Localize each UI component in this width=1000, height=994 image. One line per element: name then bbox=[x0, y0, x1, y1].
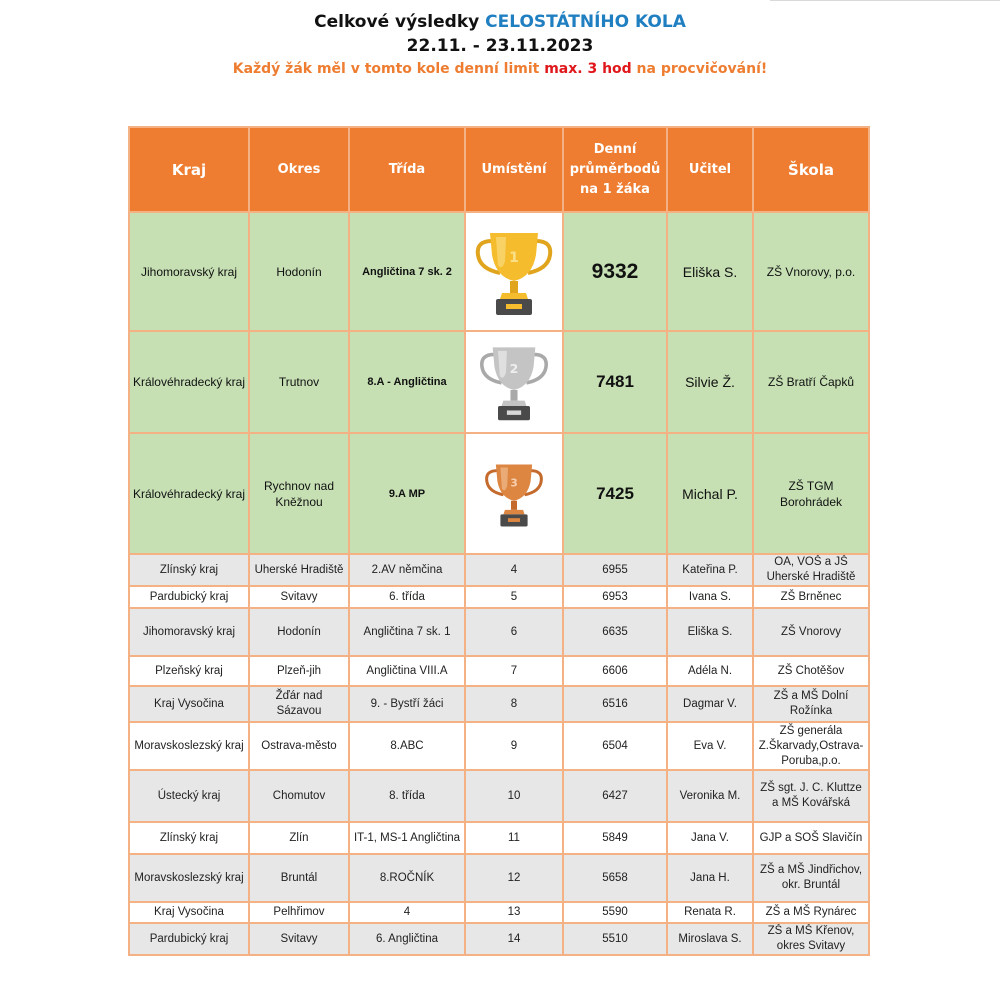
cell-okres: Pelhřimov bbox=[249, 902, 349, 923]
header-skola: Škola bbox=[753, 127, 869, 212]
cell-umisteni bbox=[465, 433, 563, 554]
cell-umisteni: 6 bbox=[465, 608, 563, 656]
cell-trida: 8.ABC bbox=[349, 722, 465, 770]
cell-umisteni: 10 bbox=[465, 770, 563, 822]
table-row bbox=[129, 554, 869, 586]
cell-trida: 8.ROČNÍK bbox=[349, 854, 465, 902]
cell-ucitel: Ivana S. bbox=[667, 586, 753, 608]
gold-trophy-icon bbox=[472, 227, 556, 317]
cell-kraj: Plzeňský kraj bbox=[129, 656, 249, 686]
cell-ucitel: Eliška S. bbox=[667, 608, 753, 656]
cell-points: 5849 bbox=[563, 822, 667, 854]
cell-kraj: Královéhradecký kraj bbox=[129, 433, 249, 554]
cell-umisteni: 5 bbox=[465, 586, 563, 608]
header-na-zaka: na 1 žáka bbox=[580, 181, 650, 197]
cell-trida: 6. Angličtina bbox=[349, 923, 465, 955]
note-prefix: Každý žák měl v tomto kole denní limit bbox=[232, 61, 545, 77]
table-row bbox=[129, 770, 869, 822]
table-row bbox=[129, 656, 869, 686]
table-row bbox=[129, 722, 869, 770]
cell-skola: ZŠ Chotěšov bbox=[753, 656, 869, 686]
header-denni-prumer bbox=[563, 127, 667, 212]
cell-points: 6516 bbox=[563, 686, 667, 722]
table-row bbox=[129, 686, 869, 722]
cell-skola: ZŠ Vnorovy bbox=[753, 608, 869, 656]
page-header bbox=[0, 10, 1000, 80]
cell-kraj: Pardubický kraj bbox=[129, 586, 249, 608]
cell-kraj: Královéhradecký kraj bbox=[129, 331, 249, 433]
cell-ucitel: Adéla N. bbox=[667, 656, 753, 686]
top-divider bbox=[770, 0, 1000, 1]
cell-skola: ZŠ a MŠ Dolní Rožínka bbox=[753, 686, 869, 722]
header-umisteni: Umístění bbox=[465, 127, 563, 212]
cell-ucitel: Renata R. bbox=[667, 902, 753, 923]
cell-kraj: Zlínský kraj bbox=[129, 822, 249, 854]
cell-skola: ZŠ a MŠ Rynárec bbox=[753, 902, 869, 923]
table-row-podium-3 bbox=[129, 433, 869, 554]
cell-skola: ZŠ generála Z.Škarvady,Ostrava-Poruba,p.o. bbox=[753, 722, 869, 770]
cell-trida: 2.AV němčina bbox=[349, 554, 465, 586]
cell-ucitel: Veronika M. bbox=[667, 770, 753, 822]
cell-points: 5510 bbox=[563, 923, 667, 955]
cell-umisteni: 12 bbox=[465, 854, 563, 902]
table-row-podium-2 bbox=[129, 331, 869, 433]
cell-skola: OA, VOŠ a JŠ Uherské Hradiště bbox=[753, 554, 869, 586]
cell-points: 5590 bbox=[563, 902, 667, 923]
cell-ucitel: Dagmar V. bbox=[667, 686, 753, 722]
header-okres: Okres bbox=[249, 127, 349, 212]
cell-trida: 9. - Bystří žáci bbox=[349, 686, 465, 722]
place-number: 3 bbox=[510, 476, 518, 489]
cell-okres: Svitavy bbox=[249, 586, 349, 608]
cell-ucitel: Jana V. bbox=[667, 822, 753, 854]
cell-points: 7425 bbox=[563, 433, 667, 554]
cell-skola: ZŠ TGM Borohrádek bbox=[753, 433, 869, 554]
cell-points: 6606 bbox=[563, 656, 667, 686]
cell-kraj: Moravskoslezský kraj bbox=[129, 722, 249, 770]
cell-umisteni bbox=[465, 212, 563, 331]
cell-trida: Angličtina 7 sk. 2 bbox=[349, 212, 465, 331]
note-highlight: max. 3 hod bbox=[544, 61, 632, 77]
table-row bbox=[129, 608, 869, 656]
cell-kraj: Kraj Vysočina bbox=[129, 902, 249, 923]
cell-points: 7481 bbox=[563, 331, 667, 433]
cell-trida: 6. třída bbox=[349, 586, 465, 608]
cell-umisteni: 11 bbox=[465, 822, 563, 854]
title-prefix: Celkové výsledky bbox=[314, 12, 486, 32]
cell-trida: 8.A - Angličtina bbox=[349, 331, 465, 433]
cell-kraj: Zlínský kraj bbox=[129, 554, 249, 586]
title-highlight: CELOSTÁTNÍHO KOLA bbox=[485, 12, 686, 32]
cell-points: 9332 bbox=[563, 212, 667, 331]
header-ucitel: Učitel bbox=[667, 127, 753, 212]
cell-points: 6427 bbox=[563, 770, 667, 822]
cell-okres: Trutnov bbox=[249, 331, 349, 433]
table-row-podium-1 bbox=[129, 212, 869, 331]
results-table bbox=[128, 126, 870, 956]
silver-trophy-icon bbox=[476, 342, 552, 422]
cell-skola: ZŠ sgt. J. C. Kluttze a MŠ Kovářská bbox=[753, 770, 869, 822]
cell-trida: Angličtina VIII.A bbox=[349, 656, 465, 686]
cell-ucitel: Michal P. bbox=[667, 433, 753, 554]
cell-okres: Ostrava-město bbox=[249, 722, 349, 770]
cell-trida: 4 bbox=[349, 902, 465, 923]
cell-okres: Hodonín bbox=[249, 212, 349, 331]
cell-ucitel: Miroslava S. bbox=[667, 923, 753, 955]
table-row bbox=[129, 822, 869, 854]
cell-okres: Chomutov bbox=[249, 770, 349, 822]
cell-umisteni: 14 bbox=[465, 923, 563, 955]
cell-ucitel: Kateřina P. bbox=[667, 554, 753, 586]
cell-points: 6955 bbox=[563, 554, 667, 586]
cell-kraj: Jihomoravský kraj bbox=[129, 212, 249, 331]
cell-kraj: Kraj Vysočina bbox=[129, 686, 249, 722]
header-kraj: Kraj bbox=[129, 127, 249, 212]
cell-umisteni: 7 bbox=[465, 656, 563, 686]
cell-skola: ZŠ Vnorovy, p.o. bbox=[753, 212, 869, 331]
cell-ucitel: Jana H. bbox=[667, 854, 753, 902]
cell-umisteni: 4 bbox=[465, 554, 563, 586]
cell-okres: Hodonín bbox=[249, 608, 349, 656]
cell-kraj: Jihomoravský kraj bbox=[129, 608, 249, 656]
cell-skola: ZŠ a MŠ Křenov, okres Svitavy bbox=[753, 923, 869, 955]
cell-okres: Uherské Hradiště bbox=[249, 554, 349, 586]
cell-kraj: Pardubický kraj bbox=[129, 923, 249, 955]
cell-umisteni: 9 bbox=[465, 722, 563, 770]
cell-okres: Zlín bbox=[249, 822, 349, 854]
cell-points: 5658 bbox=[563, 854, 667, 902]
table-row bbox=[129, 923, 869, 955]
cell-okres: Žďár nad Sázavou bbox=[249, 686, 349, 722]
cell-kraj: Ústecký kraj bbox=[129, 770, 249, 822]
cell-points: 6953 bbox=[563, 586, 667, 608]
cell-skola: ZŠ Brněnec bbox=[753, 586, 869, 608]
cell-umisteni: 13 bbox=[465, 902, 563, 923]
cell-umisteni bbox=[465, 331, 563, 433]
cell-ucitel: Eva V. bbox=[667, 722, 753, 770]
limit-note bbox=[0, 58, 1000, 80]
table-row bbox=[129, 854, 869, 902]
cell-umisteni: 8 bbox=[465, 686, 563, 722]
header-trida: Třída bbox=[349, 127, 465, 212]
cell-skola: ZŠ Bratří Čapků bbox=[753, 331, 869, 433]
cell-okres: Bruntál bbox=[249, 854, 349, 902]
cell-skola: GJP a SOŠ Slavičín bbox=[753, 822, 869, 854]
date-range: 22.11. - 23.11.2023 bbox=[406, 36, 594, 56]
place-number: 1 bbox=[509, 249, 519, 266]
cell-trida: IT-1, MS-1 Angličtina bbox=[349, 822, 465, 854]
table-row bbox=[129, 586, 869, 608]
cell-okres: Plzeň-jih bbox=[249, 656, 349, 686]
note-suffix: na procvičování! bbox=[631, 61, 768, 77]
table-header-row bbox=[129, 127, 869, 212]
cell-trida: 9.A MP bbox=[349, 433, 465, 554]
place-number: 2 bbox=[509, 361, 519, 377]
table-row bbox=[129, 902, 869, 923]
cell-ucitel: Silvie Ž. bbox=[667, 331, 753, 433]
bronze-trophy-icon bbox=[482, 460, 546, 528]
header-denni: Denní bbox=[593, 141, 637, 157]
cell-points: 6635 bbox=[563, 608, 667, 656]
cell-skola: ZŠ a MŠ Jindřichov, okr. Bruntál bbox=[753, 854, 869, 902]
cell-points: 6504 bbox=[563, 722, 667, 770]
cell-okres: Rychnov nad Kněžnou bbox=[249, 433, 349, 554]
page-title bbox=[0, 10, 1000, 34]
cell-okres: Svitavy bbox=[249, 923, 349, 955]
cell-trida: Angličtina 7 sk. 1 bbox=[349, 608, 465, 656]
cell-ucitel: Eliška S. bbox=[667, 212, 753, 331]
cell-trida: 8. třída bbox=[349, 770, 465, 822]
header-prumer: průměrbodů bbox=[569, 161, 661, 177]
cell-kraj: Moravskoslezský kraj bbox=[129, 854, 249, 902]
